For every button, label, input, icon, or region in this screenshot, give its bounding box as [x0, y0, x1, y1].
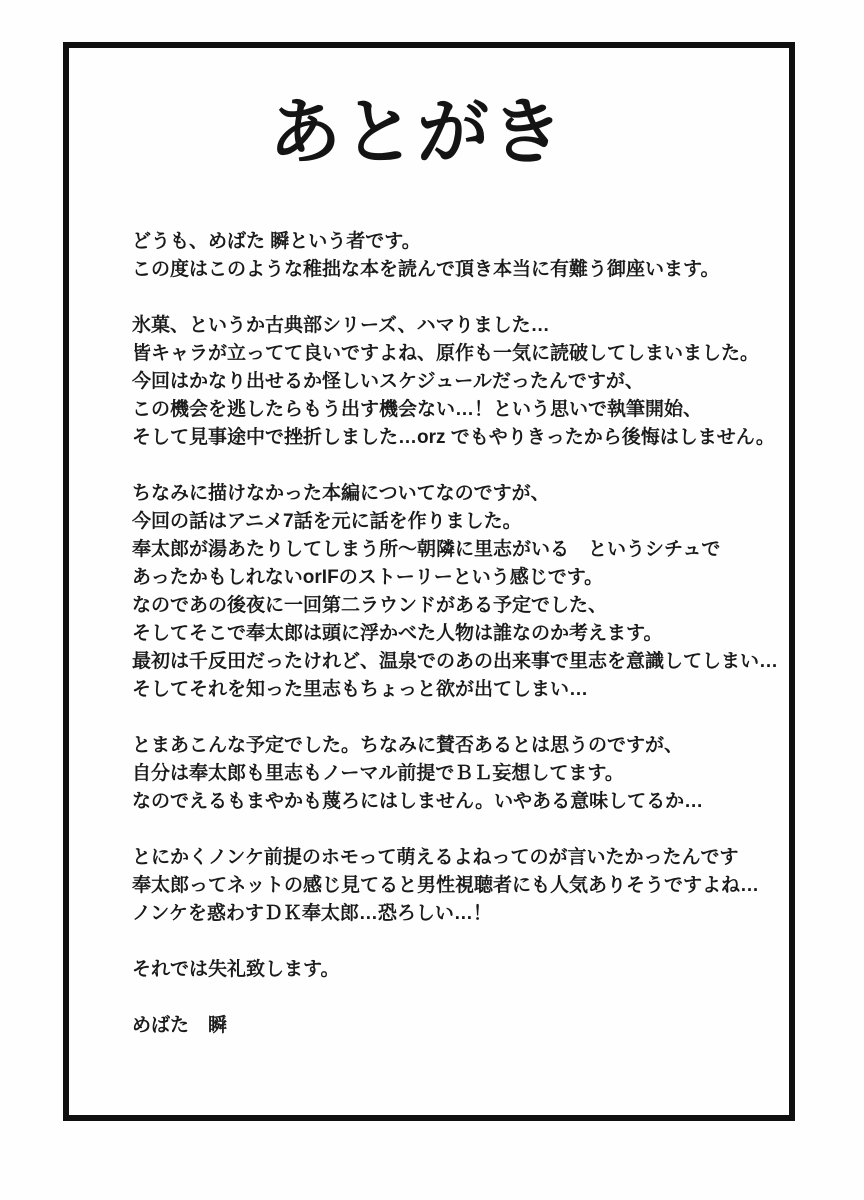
- text-line: 奉太郎が湯あたりしてしまう所〜朝隣に里志がいる というシチュで: [132, 539, 721, 560]
- paragraph-stance: [132, 732, 778, 816]
- text-line: あったかもしれないorIFのストーリーという感じです。: [132, 567, 604, 588]
- text-line: そして見事途中で挫折しました…orz でもやりきったから後悔はしません。: [132, 427, 775, 448]
- text-line: ちなみに描けなかった本編についてなのですが、: [132, 483, 550, 504]
- text-line: なのであの後夜に一回第二ラウンドがある予定でした、: [132, 595, 608, 616]
- paragraph-message: [132, 844, 778, 928]
- text-line: 最初は千反田だったけれど、温泉でのあの出来事で里志を意識してしまい…: [132, 651, 779, 672]
- text-line: 奉太郎ってネットの感じ見てると男性視聴者にも人気ありそうですよね…: [132, 875, 760, 896]
- page-border-frame: [63, 42, 795, 1121]
- paragraph-greeting: [132, 228, 778, 284]
- text-line: 皆キャラが立ってて良いですよね、原作も一気に読破してしまいました。: [132, 343, 760, 364]
- afterword-text: [132, 228, 778, 1040]
- paragraph-series-impressions: [132, 312, 778, 452]
- text-line: そしてそれを知った里志もちょっと欲が出てしまい…: [132, 679, 589, 700]
- text-line: そしてそこで奉太郎は頭に浮かべた人物は誰なのか考えます。: [132, 623, 663, 644]
- paragraph-closing: [132, 956, 778, 984]
- paragraph-story-notes: [132, 480, 778, 704]
- text-line: ノンケを惑わすＤＫ奉太郎…恐ろしい…！: [132, 903, 492, 924]
- text-line: なのでえるもまやかも蔑ろにはしません。いやある意味してるか…: [132, 791, 704, 812]
- text-line: とまあこんな予定でした。ちなみに賛否あるとは思うのですが、: [132, 735, 684, 756]
- page-title: あとがき: [268, 93, 565, 173]
- text-line: 自分は奉太郎も里志もノーマル前提でＢＬ妄想してます。: [132, 763, 624, 784]
- text-line: とにかくノンケ前提のホモって萌えるよねってのが言いたかったんです: [132, 847, 739, 868]
- text-line: この機会を逃したらもう出す機会ない…！という思いで執筆開始、: [132, 399, 703, 420]
- text-line: 氷菓、というか古典部シリーズ、ハマりました…: [132, 315, 550, 336]
- text-line: どうも、めばた 瞬という者です。: [132, 231, 421, 252]
- text-line: それでは失礼致します。: [132, 959, 340, 980]
- text-line: 今回はかなり出せるか怪しいスケジュールだったんですが、: [132, 371, 644, 392]
- author-signature: めばた 瞬: [132, 1015, 228, 1036]
- text-line: 今回の話はアニメ7話を元に話を作りました。: [132, 511, 522, 532]
- text-line: この度はこのような稚拙な本を読んで頂き本当に有難う御座います。: [132, 259, 720, 280]
